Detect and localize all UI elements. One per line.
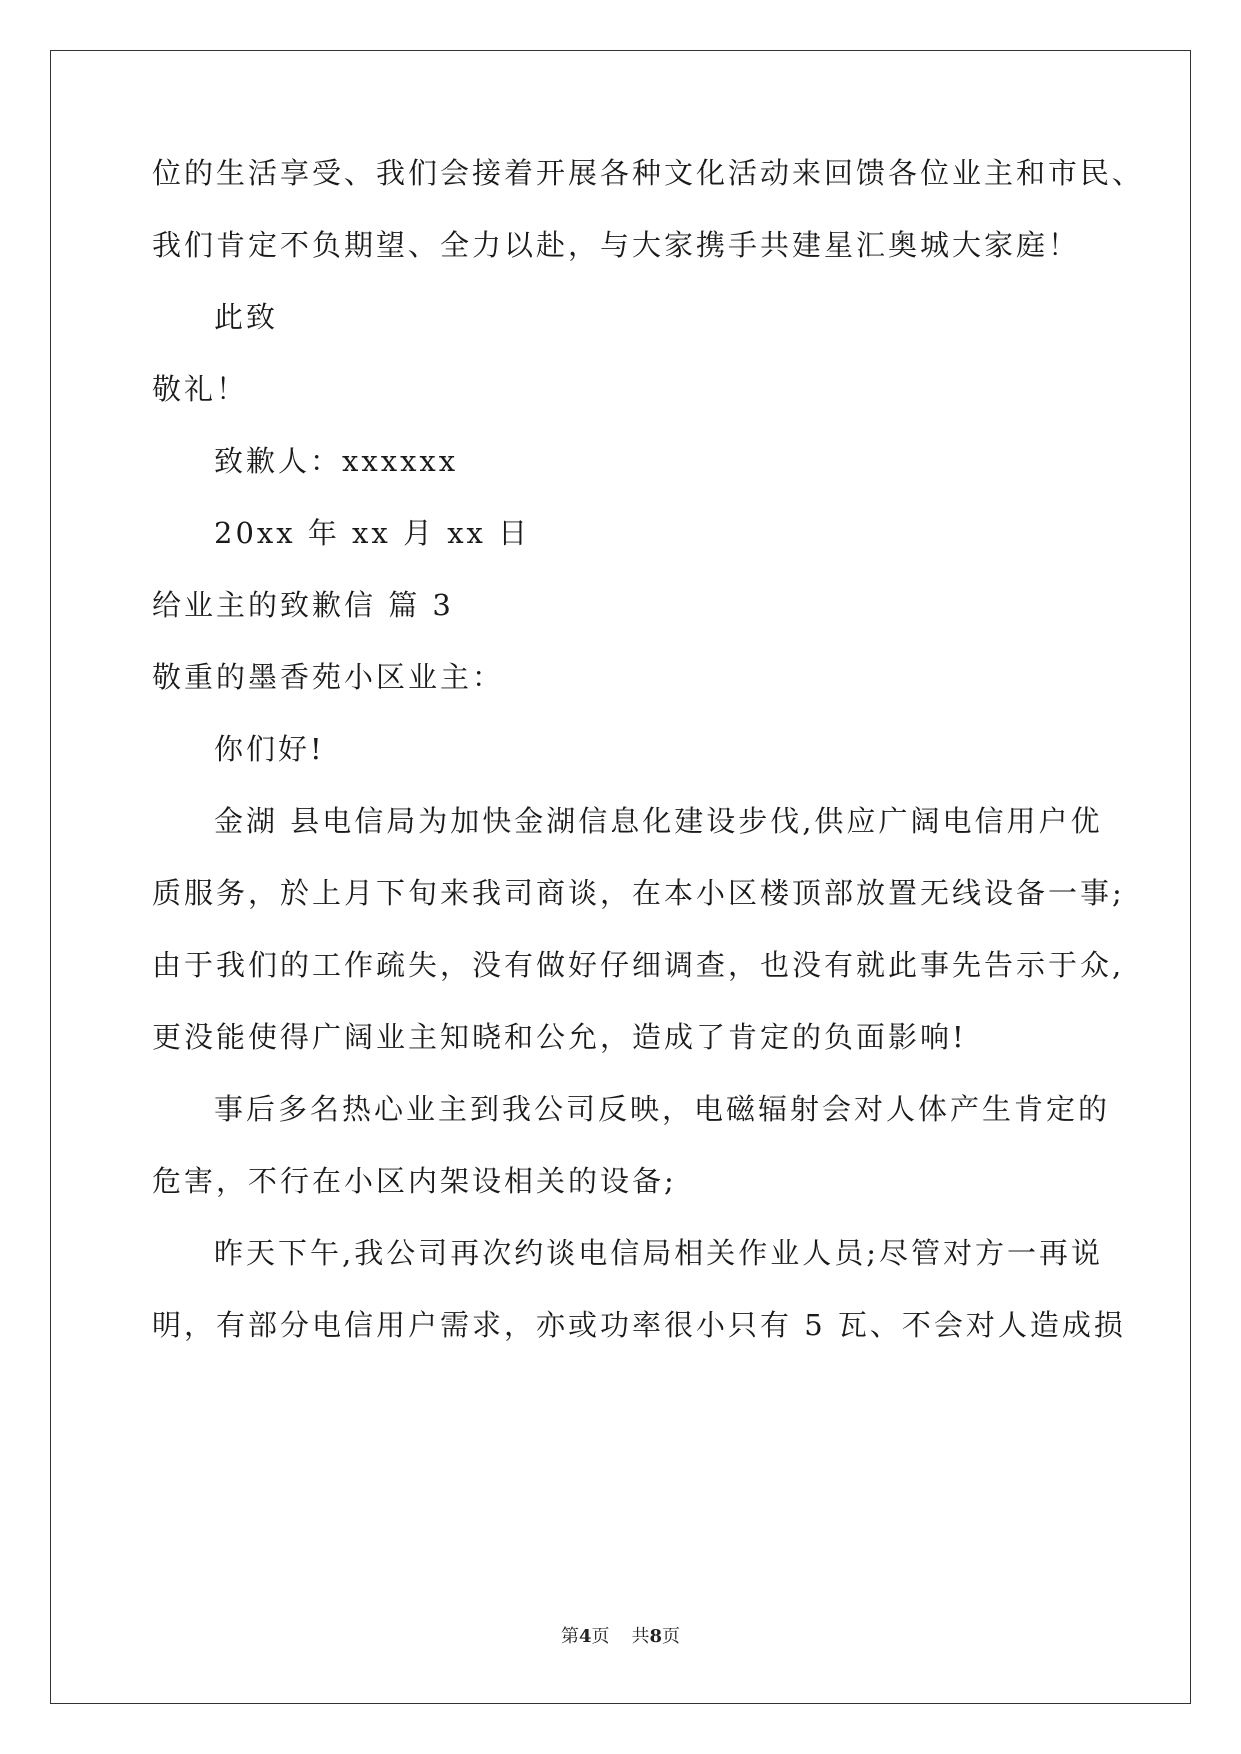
text-line: 事后多名热心业主到我公司反映，电磁辐射会对人体产生肯定的 (214, 1092, 1111, 1126)
text-line: 危害，不行在小区内架设相关的设备; (152, 1164, 677, 1198)
signature-line: 致歉人：xxxxxx (214, 444, 459, 478)
letter-greeting: 敬重的墨香苑小区业主： (152, 660, 505, 694)
text-line: 明，有部分电信用户需求，亦或功率很小只有 5 瓦、不会对人造成损 (152, 1308, 1126, 1342)
letter-hello: 你们好! (214, 732, 325, 766)
total-pages: 8 (649, 1626, 663, 1647)
text-line: 质服务，於上月下旬来我司商谈，在本小区楼顶部放置无线设备一事; (152, 876, 1125, 910)
text-line: 我们肯定不负期望、全力以赴，与大家携手共建星汇奥城大家庭！ (152, 228, 1081, 262)
text-line: 金湖 县电信局为加快金湖信息化建设步伐,供应广阔电信用户优 (214, 804, 1103, 838)
total-suffix: 页 (662, 1626, 681, 1647)
text-line: 由于我们的工作疏失，没有做好仔细调查，也没有就此事先告示于众, (152, 948, 1125, 982)
page-suffix: 页 (591, 1626, 610, 1647)
text-line: 昨天下午,我公司再次约谈电信局相关作业人员;尽管对方一再说 (214, 1236, 1103, 1270)
closing-salutation: 此致 (214, 300, 279, 334)
page-number: 4 (578, 1626, 592, 1647)
closing-respect: 敬礼！ (152, 372, 249, 406)
date-line: 20xx 年 xx 月 xx 日 (214, 516, 531, 550)
text-line: 更没能使得广阔业主知晓和公允，造成了肯定的负面影响! (152, 1020, 967, 1054)
page-prefix: 第 (560, 1626, 579, 1647)
total-prefix: 共 (631, 1626, 650, 1647)
page-footer (0, 1625, 1241, 1649)
section-heading: 给业主的致歉信 篇 3 (152, 588, 454, 622)
text-line: 位的生活享受、我们会接着开展各种文化活动来回馈各位业主和市民、 (152, 156, 1145, 190)
